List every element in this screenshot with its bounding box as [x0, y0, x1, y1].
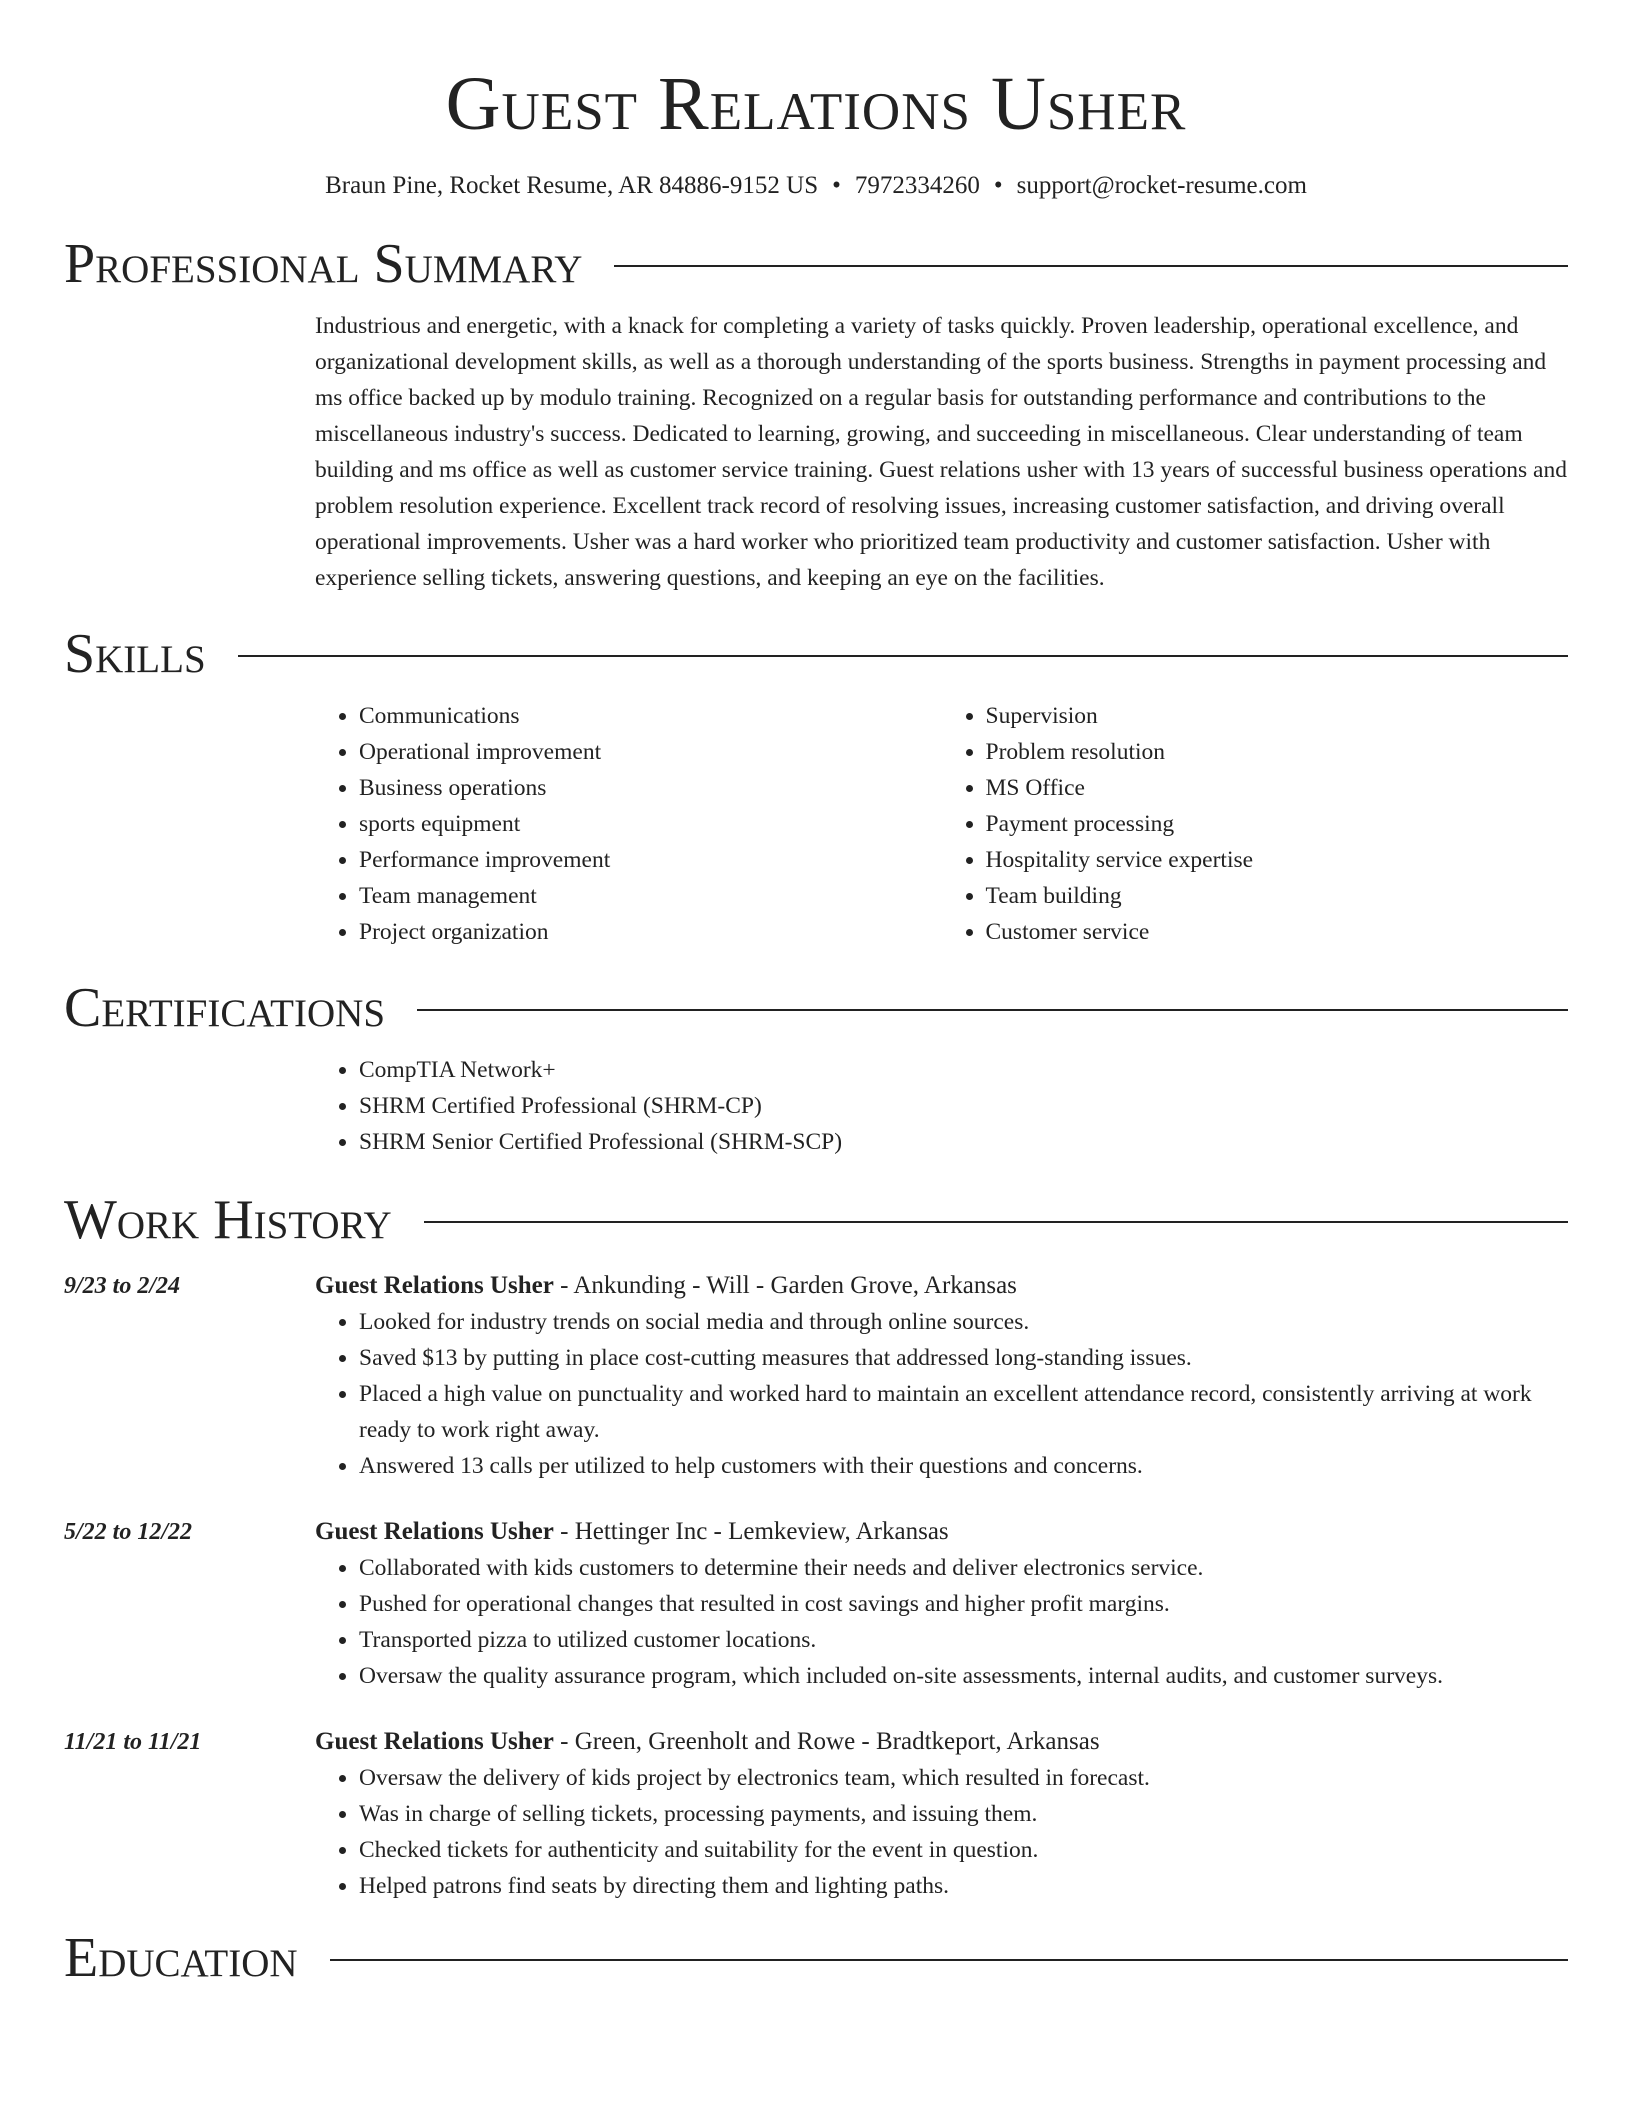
summary-text: Industrious and energetic, with a knack for completing a variety of tasks quickly. Proven leadership, operational excellence, and organizational development skills, as well as a thorough understanding of the sports business. Strengths in payment processing and ms office backed up by modulo training. Recognized on a regular basis for outstanding performance and contributions to the miscellaneous industry's success. Dedicated to learning, growing, and succeeding in miscellaneous. Clear understanding of team building and ms office as well as customer service training. Guest relations usher with 13 years of successful business operations and problem resolution experience. Excellent track record of resolving issues, increasing customer satisfaction, and driving overall operational improvements. Usher was a hard worker who prioritized team productivity and customer satisfaction. Usher with experience selling tickets, answering questions, and keeping an eye on the facilities. [315, 313, 1567, 591]
job-bullets [315, 1304, 1568, 1484]
job-details: - Ankunding - Will - Garden Grove, Arkansas [553, 1272, 1017, 1299]
summary-section-header [64, 232, 1568, 296]
education-section-header [64, 1926, 1568, 1990]
skill-item: • Performance improvement [359, 842, 942, 878]
job-bullet: • Oversaw the delivery of kids project by electronics team, which resulted in forecast. [359, 1760, 1568, 1796]
skills-section-title: Skills [64, 623, 206, 685]
skills-list-right [942, 698, 1569, 950]
contact-separator: • [832, 172, 841, 199]
contact-line [64, 170, 1568, 202]
contact-phone: 7972334260 [854, 172, 980, 199]
skill-item: • Communications [359, 698, 942, 734]
job-bullets [315, 1760, 1568, 1904]
job-dates: 5/22 to 12/22 [64, 1519, 193, 1545]
skill-item: • Problem resolution [986, 734, 1569, 770]
job-bullet: • Placed a high value on punctuality and worked hard to maintain an excellent attendance record, consistently arriving at work ready to work right away. [359, 1376, 1568, 1448]
skill-item: • Operational improvement [359, 734, 942, 770]
skill-item: • sports equipment [359, 806, 942, 842]
job-bullets [315, 1550, 1568, 1694]
summary-section-title: Professional Summary [64, 233, 583, 295]
job-title-line [315, 1724, 1568, 1760]
job-entry [64, 1724, 1568, 1904]
skill-item: • Hospitality service expertise [986, 842, 1569, 878]
certifications-section-header [64, 976, 1568, 1040]
job-bullet: • Pushed for operational changes that resulted in cost savings and higher profit margins. [359, 1586, 1568, 1622]
skill-item: • Customer service [986, 914, 1569, 950]
skill-item: • Project organization [359, 914, 942, 950]
candidate-name: Guest Relations Usher [445, 62, 1187, 146]
job-details: - Hettinger Inc - Lemkeview, Arkansas [553, 1518, 949, 1545]
resume-page [64, 0, 1568, 1990]
skills-grid [315, 698, 1568, 950]
certification-item: • CompTIA Network+ [359, 1052, 1568, 1088]
skill-item: • Supervision [986, 698, 1569, 734]
job-title-line [315, 1514, 1568, 1550]
job-title: Guest Relations Usher [315, 1272, 554, 1299]
job-title-line [315, 1268, 1568, 1304]
education-section-title: Education [64, 1927, 298, 1989]
job-bullet: • Looked for industry trends on social media and through online sources. [359, 1304, 1568, 1340]
job-bullet: • Collaborated with kids customers to determine their needs and deliver electronics service. [359, 1550, 1568, 1586]
job-entry [64, 1514, 1568, 1694]
job-bullet: • Helped patrons find seats by directing them and lighting paths. [359, 1868, 1568, 1904]
job-dates: 9/23 to 2/24 [64, 1273, 181, 1299]
skill-item: • MS Office [986, 770, 1569, 806]
section-divider [417, 1009, 1568, 1011]
job-bullet: • Answered 13 calls per utilized to help customers with their questions and concerns. [359, 1448, 1568, 1484]
certifications-list [315, 1052, 1568, 1160]
job-bullet: • Transported pizza to utilized customer locations. [359, 1622, 1568, 1658]
job-main [315, 1724, 1568, 1904]
contact-address: Braun Pine, Rocket Resume, AR 84886-9152 US [325, 172, 819, 199]
skills-section-header [64, 622, 1568, 686]
certification-item: • SHRM Senior Certified Professional (SHRM-SCP) [359, 1124, 1568, 1160]
job-bullet: • Saved $13 by putting in place cost-cutting measures that addressed long-standing issues. [359, 1340, 1568, 1376]
job-details: - Green, Greenholt and Rowe - Bradtkeport, Arkansas [553, 1728, 1100, 1755]
section-divider [614, 265, 1568, 267]
job-entry [64, 1268, 1568, 1484]
job-main [315, 1268, 1568, 1484]
certification-item: • SHRM Certified Professional (SHRM-CP) [359, 1088, 1568, 1124]
skill-item: • Team building [986, 878, 1569, 914]
contact-separator: • [993, 172, 1003, 199]
job-bullet: • Checked tickets for authenticity and suitability for the event in question. [359, 1832, 1568, 1868]
section-divider [330, 1959, 1568, 1961]
certifications-list-wrap [315, 1052, 1568, 1160]
skills-list-left [315, 698, 942, 950]
job-bullet: • Oversaw the quality assurance program, which included on-site assessments, internal audits, and customer surveys. [359, 1658, 1568, 1694]
work-section-header [64, 1188, 1568, 1252]
job-dates: 11/21 to 11/21 [64, 1729, 202, 1755]
section-divider [238, 655, 1568, 657]
contact-email: support@rocket-resume.com [1016, 172, 1307, 199]
skill-item: • Business operations [359, 770, 942, 806]
certifications-section-title: Certifications [64, 977, 386, 1039]
work-section-title: Work History [64, 1189, 392, 1251]
section-divider [424, 1221, 1568, 1223]
skill-item: • Payment processing [986, 806, 1569, 842]
skill-item: • Team management [359, 878, 942, 914]
job-title: Guest Relations Usher [315, 1518, 554, 1545]
work-history-list [64, 1268, 1568, 1904]
job-title: Guest Relations Usher [315, 1728, 554, 1755]
job-main [315, 1514, 1568, 1694]
job-bullet: • Was in charge of selling tickets, processing payments, and issuing them. [359, 1796, 1568, 1832]
